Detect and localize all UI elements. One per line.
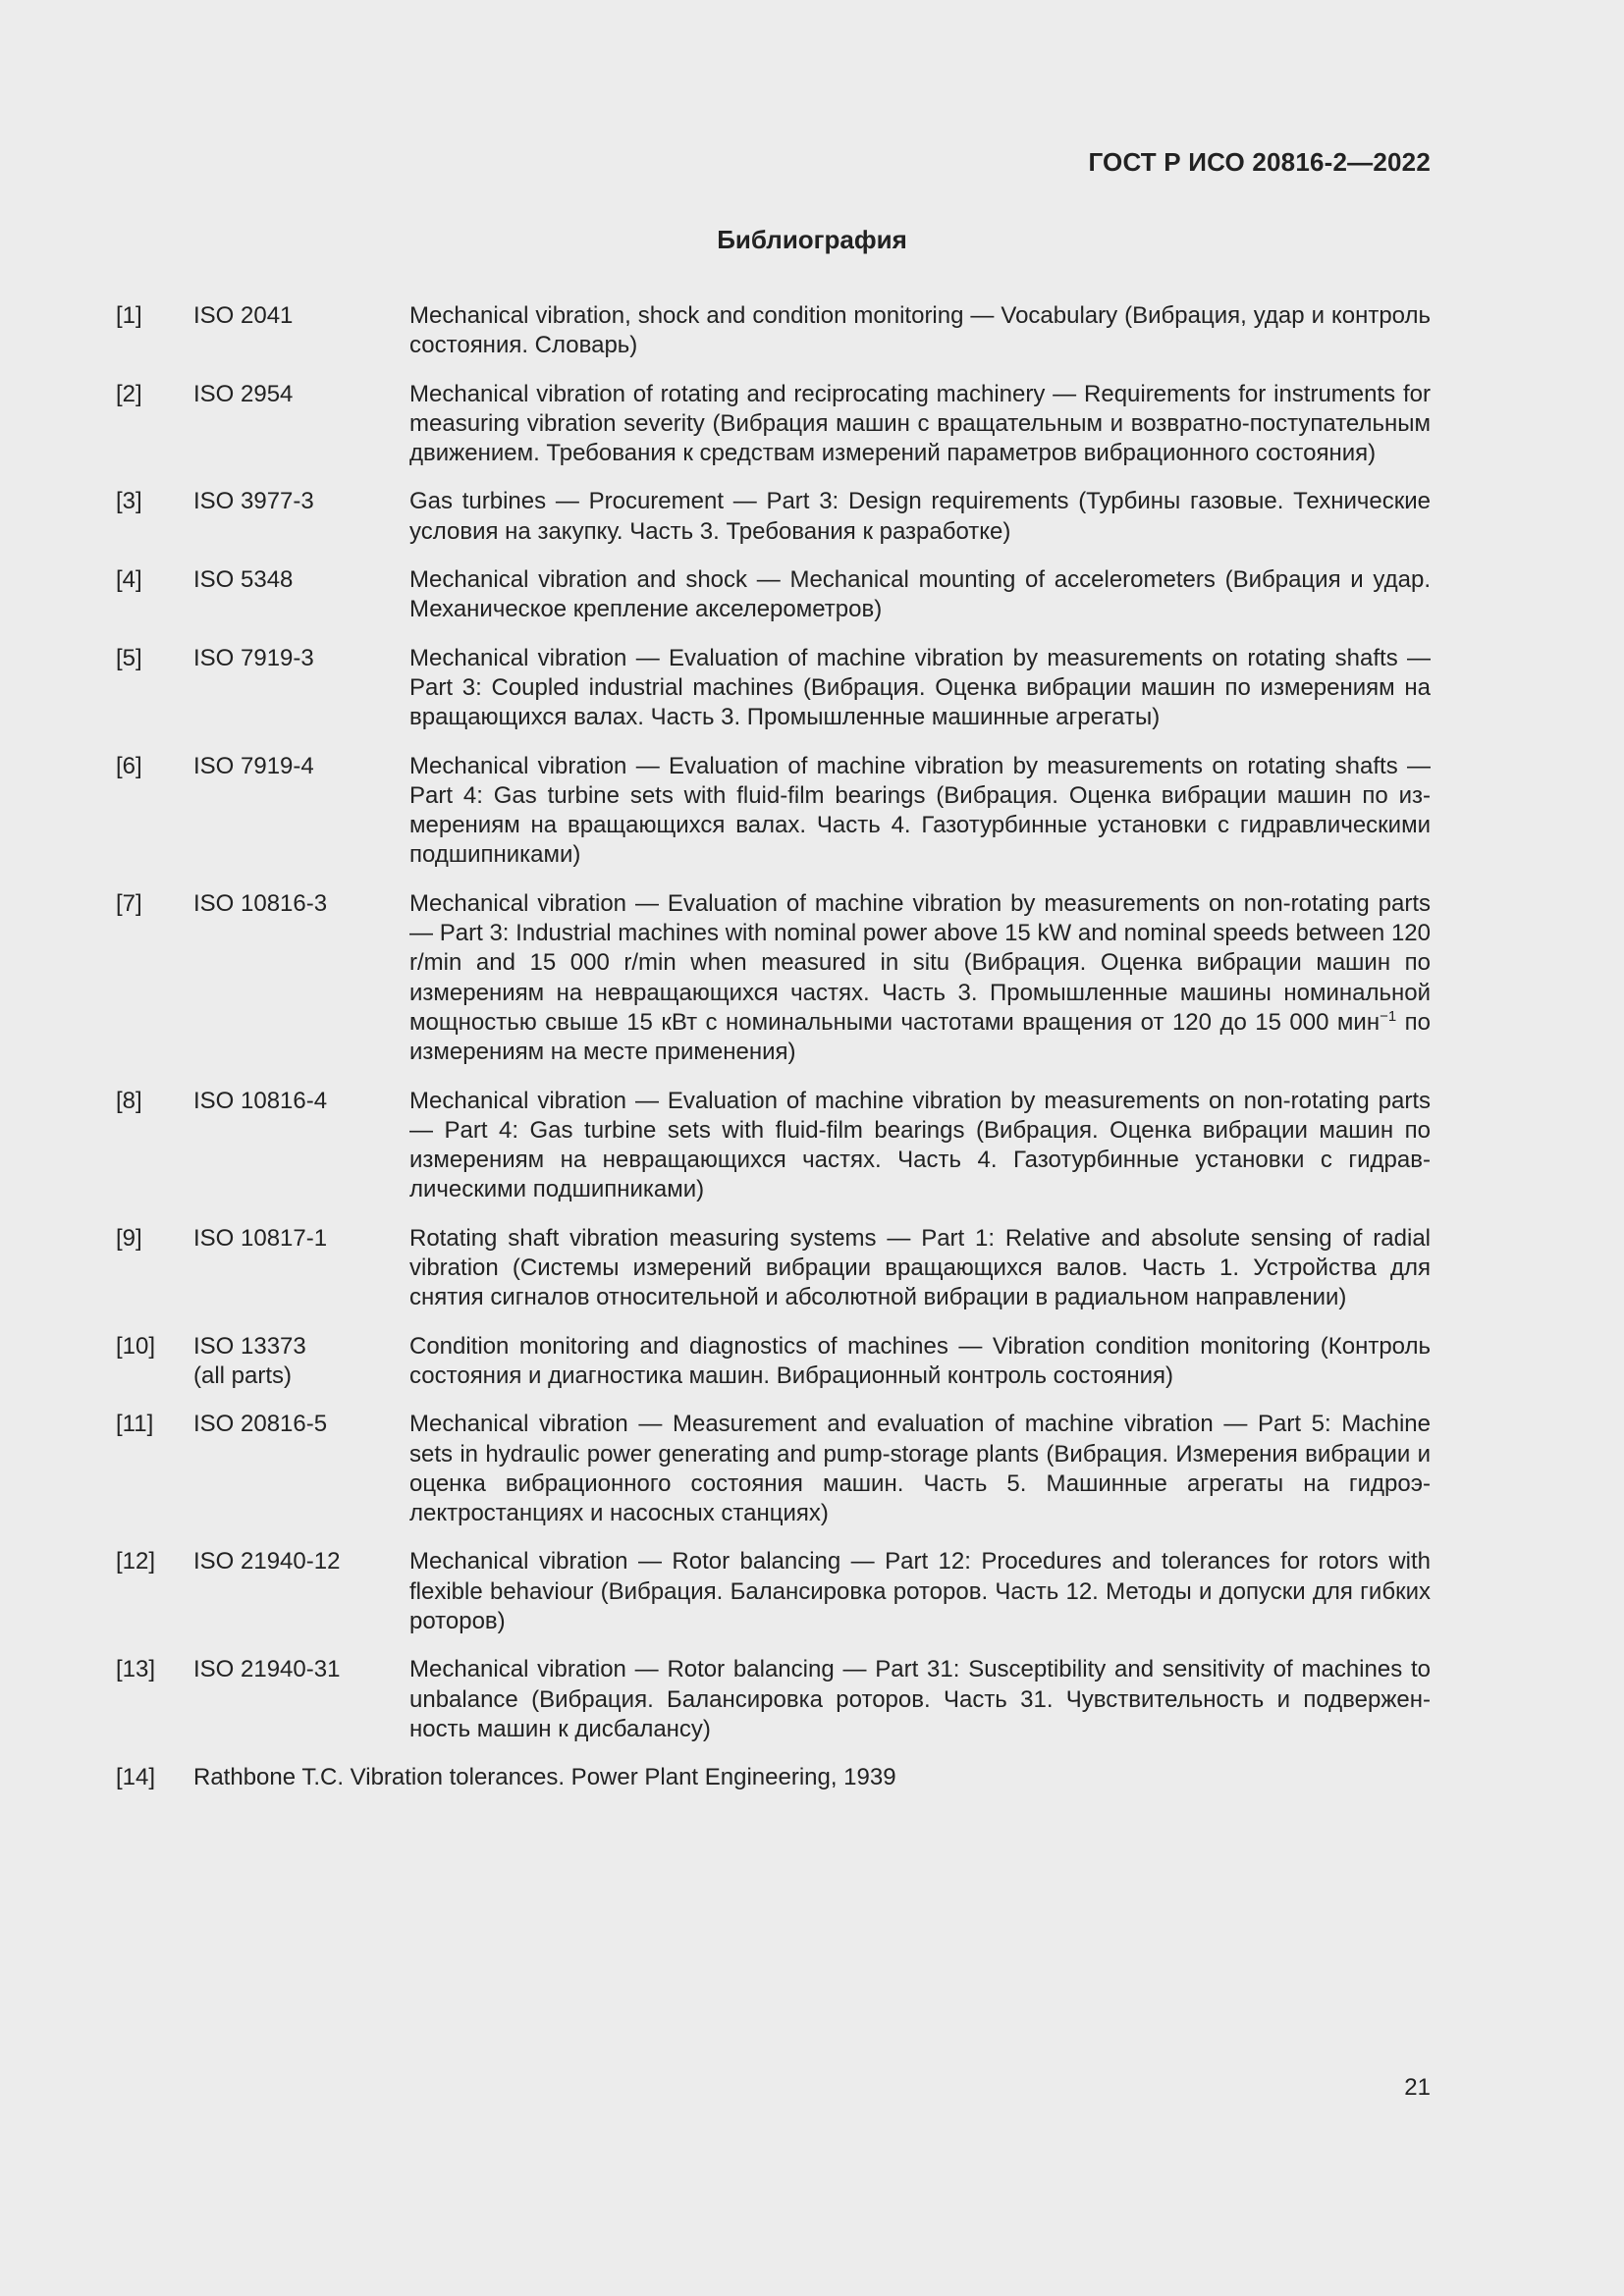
superscript-exponent: −1 [1380, 1007, 1397, 1025]
entry-number: [1] [116, 302, 142, 329]
entry-standard-code: ISO 20816-5 [193, 1411, 328, 1438]
entry-title: Mechanical vibration — Evaluation of machine vibration by measurements on rotating shafts — Part 3: Coupled industrial machines (Вибрация. Оценка вибрации машин по измерениям на вращающихся валах. Часть 3. Промышленные машинные агрегаты) [409, 644, 1431, 731]
entry-standard-code: ISO 21940-31 [193, 1656, 341, 1683]
bibliography-entry [116, 752, 1431, 871]
entry-number: [2] [116, 380, 142, 407]
entry-number: [9] [116, 1224, 142, 1252]
entry-title: Mechanical vibration and shock — Mechanical mounting of accelerometers (Вибрация и удар. Механическое крепление акселерометров) [409, 566, 1431, 623]
bibliography-entry [116, 1224, 1431, 1313]
entry-number: [5] [116, 644, 142, 671]
bibliography-entry [116, 1655, 1431, 1744]
entry-number: [13] [116, 1656, 156, 1683]
bibliography-entry [116, 487, 1431, 547]
bibliography-list [116, 301, 1431, 1811]
bibliography-entry [116, 1547, 1431, 1636]
entry-number: [10] [116, 1332, 156, 1360]
entry-standard-code: ISO 7919-4 [193, 752, 314, 779]
entry-full-reference: Rathbone T.C. Vibration tolerances. Power Plant Engineering, 1939 [193, 1764, 896, 1791]
bibliography-entry [116, 889, 1431, 1068]
entry-title: Mechanical vibration, shock and condition monitoring — Vocabulary (Вибрация, удар и контроль состояния. Словарь) [409, 302, 1431, 359]
entry-standard-code: ISO 3977-3 [193, 488, 314, 515]
entry-code-line: ISO 13373 [193, 1332, 306, 1360]
entry-title: Condition monitoring and diagnostics of machines — Vibration condition monitoring (Контроль состояния и диагностика машин. Вибрационный контроль состояния) [409, 1332, 1431, 1389]
entry-title: Mechanical vibration — Measurement and evaluation of machine vibration — Part 5: Machine sets in hydraulic power generating and pump-storage plants (Вибрация. Измерения вибрации и оценка вибрационного состояния машин. Часть 5. Машинные агрегаты на гидроэлектростанциях и насосных станциях) [409, 1411, 1431, 1527]
entry-title-text-continued: по измерениям на месте применения) [409, 1008, 1431, 1066]
standard-designation: ГОСТ Р ИСО 20816-2—2022 [1088, 147, 1431, 177]
entry-standard-code: ISO 10817-1 [193, 1224, 328, 1252]
entry-number: [6] [116, 752, 142, 779]
entry-standard-code: ISO 2041 [193, 302, 294, 329]
entry-title [409, 889, 1431, 1068]
entry-number: [4] [116, 566, 142, 594]
entry-standard-code: ISO 10816-4 [193, 1087, 328, 1114]
entry-title: Mechanical vibration — Rotor balancing — Part 12: Procedures and tolerances for rotors with flexible behaviour (Вибрация. Балансировка роторов. Часть 12. Методы и допуски для гибких роторов) [409, 1548, 1431, 1634]
entry-standard-code: ISO 21940-12 [193, 1548, 341, 1575]
entry-number: [8] [116, 1087, 142, 1114]
entry-standard-code: ISO 10816-3 [193, 889, 328, 917]
entry-code-note: (all parts) [193, 1362, 293, 1389]
bibliography-entry [116, 1410, 1431, 1528]
page-number: 21 [1404, 2074, 1431, 2101]
entry-standard-code: ISO 5348 [193, 566, 294, 594]
entry-number: [7] [116, 889, 142, 917]
bibliography-entry [116, 565, 1431, 625]
entry-number: [12] [116, 1548, 156, 1575]
section-title: Библиография [717, 225, 907, 254]
entry-title: Mechanical vibration — Evaluation of machine vibration by measurements on non-rotating parts — Part 4: Gas turbine sets with fluid-film bearings (Вибрация. Оценка вибрации машин по измерениям на невращающихся частях. Часть 4. Газотурбинные установки с гидравлическими подшипниками) [409, 1087, 1431, 1203]
entry-standard-code: ISO 7919-3 [193, 644, 314, 671]
entry-title: Rotating shaft vibration measuring systems — Part 1: Relative and absolute sensing of radial vibration (Системы измерений вибрации вращающихся валов. Часть 1. Устройства для снятия сигналов относительной и абсолютной вибрации в радиальном направлении) [409, 1224, 1431, 1311]
entry-number: [14] [116, 1764, 156, 1791]
entry-title: Mechanical vibration — Evaluation of machine vibration by measurements on rotating shafts — Part 4: Gas turbine sets with fluid-film bearings (Вибрация. Оценка вибрации машин по измерениям на вращающихся валах. Часть 4. Газотурбинные установки с гидравлическими подшипниками) [409, 752, 1431, 869]
entry-title-text: Mechanical vibration — Evaluation of machine vibration by measurements on non-rotating parts — Part 3: Industrial machines with nominal power above 15 kW and nominal speeds between 120 r/min and 15 000 r/min when measured in situ (Вибрация. Оценка вибрации машин по измерениям на невращающихся частях. Часть 3. Промышленные машины номинальной мощностью свыше 15 кВт с номинальными частотами вращения от 120 до 15 000 мин [409, 889, 1431, 1036]
entry-number: [11] [116, 1411, 154, 1438]
entry-standard-code [193, 1332, 390, 1392]
entry-number: [3] [116, 488, 142, 515]
bibliography-entry [116, 1763, 1431, 1792]
bibliography-entry [116, 1332, 1431, 1392]
bibliography-entry [116, 1087, 1431, 1205]
entry-standard-code: ISO 2954 [193, 380, 294, 407]
entry-title: Mechanical vibration of rotating and reciprocating machinery — Requirements for instruments for measuring vibration severity (Вибрация машин с вращательным и возвратно-поступательным движением. Требования к средствам измерений параметров вибрационного состояния) [409, 380, 1431, 467]
entry-title: Mechanical vibration — Rotor balancing — Part 31: Susceptibility and sensitivity of machines to unbalance (Вибрация. Балансировка роторов. Часть 31. Чувствительность и подверженность машин к дисбалансу) [409, 1656, 1431, 1742]
bibliography-entry [116, 644, 1431, 733]
bibliography-entry [116, 380, 1431, 469]
entry-title: Gas turbines — Procurement — Part 3: Design requirements (Турбины газовые. Технические условия на закупку. Часть 3. Требования к разработке) [409, 488, 1431, 545]
bibliography-entry [116, 301, 1431, 361]
